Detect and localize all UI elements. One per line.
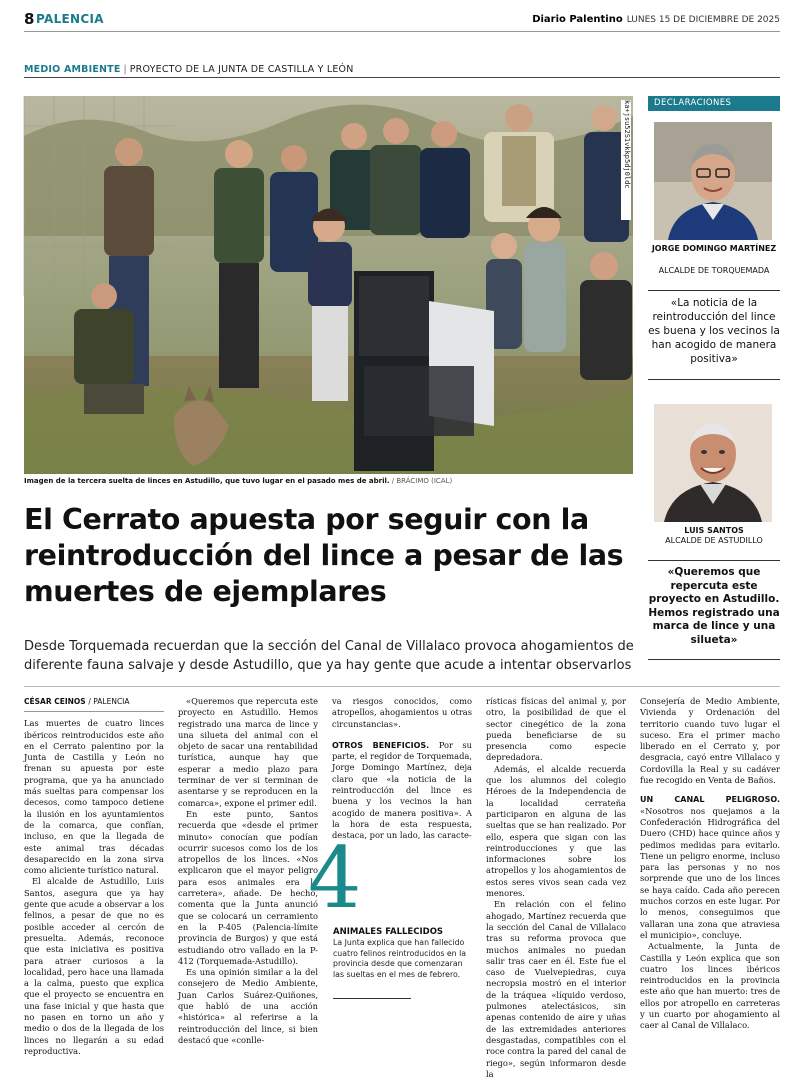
paragraph: En relación con el felino ahogado, Martínez recuerda que la sección del Canal de Villalaco tras su reforma provoca que muchos animales no puedan salir tras caer en él. Este fue el caso de Vuelvepiedras, cuya necropsia mostró en el interior de la tráquea «líquido verdoso, pulmones atelectásicos, sin apenas contenido de aire y uñas de las extremidades anteriores desgastadas, compatibles con el roce contra la pared del canal de riego», según informaron desde la: [486, 899, 626, 1079]
paragraph: Actualmente, la Junta de Castilla y León explica que son cuatro los linces ibéricos reintroducidos en la provincia este año que han muerto: tres de ellos por atropello en carreteras y un cuarto por ahogamiento al caer al Canal de Villalaco.: [640, 941, 780, 1031]
paragraph: Las muertes de cuatro linces ibéricos reintroducidos este año en el Cerrato palentino por la Junta de Castilla y León no frenan su apuesta por este programa, que ya ha anunciado más sueltas para compensar los decesos, como tampoco detiene la ilusión en los ayuntamientos de la comarca, que confían, incluso, en que la llegada de este animal tras décadas desaparecido en la zona sirva como aliciente turístico natural.: [24, 718, 164, 876]
paragraph: Es una opinión similar a la del consejero de Medio Ambiente, Juan Carlos Suárez-Quiñones, que habló de una acción «histórica» al referirse a la reintroducción del lince, si bien destacó que «conlle-: [178, 967, 318, 1045]
column-4: [486, 696, 626, 1080]
section-name: PALENCIA: [36, 12, 104, 26]
masthead-info: [532, 14, 780, 25]
portrait-jorge-domingo-image: [654, 122, 772, 240]
page-header: [24, 10, 780, 32]
paragraph: va riesgos conocidos, como atropellos, ahogamientos u otras circunstancias».: [332, 696, 472, 729]
photo-vertical-code: ka+jsu52S1vkkp5dj0ldc: [621, 100, 631, 220]
paragraph-kicker: [332, 740, 472, 842]
paragraph-text: «Nosotros nos quejamos a la Confederación Hidrográfica del Duero (CHD) hace quince años y pedimos medidas para evitarlo. Tiene un peligro enorme, incluso para las personas y no nos sorprende que uno de los linces se haya caído. Cada año perecen muchos corzos en este lugar. Por lo menos, conseguimos que vallaran una zona que atraviesa el municipio», concluye.: [640, 805, 780, 940]
paragraph-text: Por su parte, el regidor de Torquemada, Jorge Domingo Martínez, deja claro que «la noticia de la reintroducción del lince es buena y los vecinos la han acogido de manera positiva». A la hora de esta respuesta, destaca, por un lado, las caracte-: [332, 739, 472, 841]
headline: El Cerrato apuesta por seguir con la reintroducción del lince a pesar de las muertes de ejemplares: [24, 503, 624, 608]
paragraph: «Queremos que repercuta este proyecto en Astudillo. Hemos registrado una marca de lince y una silueta del animal con el objeto de sacar una rentabilidad turística, aunque hay que esperar a medio plazo para terminar de ver si terminan de asentarse y se reproducen en la comarca», expone el primer edil.: [178, 696, 318, 808]
subheadline: Desde Torquemada recuerdan que la sección del Canal de Villalaco provoca ahogamientos de diferente fauna salvaje y desde Astudillo, que ya hay gente que acude a intentar observarlos: [24, 639, 634, 673]
photo-caption: [24, 477, 633, 485]
paper-name: Diario Palentino: [532, 14, 623, 25]
kicker-canal-peligroso: UN CANAL PELIGROSO.: [640, 795, 780, 805]
kicker-otros-beneficios: OTROS BENEFICIOS.: [332, 740, 430, 750]
author-name: CÉSAR CEINOS: [24, 697, 86, 706]
issue-date: LUNES 15 DE DICIEMBRE DE 2025: [626, 15, 780, 25]
infobox-rule: [333, 998, 411, 999]
infobox-text: La Junta explica que han fallecido cuatro felinos reintroducidos en la provincia desde que comenzaran las sueltas en el mes de febrero.: [333, 938, 467, 979]
paragraph: El alcalde de Astudillo, Luis Santos, asegura que ya hay gente que acude a observar a los felinos, a pesar de que no es posible acceder al cercón de presuelta. Además, reconoce que esta iniciativa es positiva para atraer curiosos a la localidad, pero hace una llamada a la calma, puesto que explica que el proyecto se encuentra en una fase inicial y que hasta que no pasen en torno un año y medio o dos de la llegada de los linces no llegarán a su edad reproductiva.: [24, 876, 164, 1056]
person1-quote: «La noticia de la reintroducción del lince es buena y los vecinos la han acogido de manera positiva»: [648, 297, 780, 365]
person1-name: JORGE DOMINGO MARTÍNEZ: [651, 244, 777, 253]
portrait-luis-santos: [654, 404, 772, 522]
infobox-title: ANIMALES FALLECIDOS: [333, 927, 444, 937]
quote1-bottom-rule: [648, 379, 780, 380]
quote2-top-rule: [648, 560, 780, 561]
paragraph: Además, el alcalde recuerda que los alumnos del colegio Héroes de la Independencia de la localidad cerrateña participaron en alguna de las sueltas que se han realizado. Por ello, espera que sigan con las reintroducciones y que las informaciones sobre los atropellos y los ahogamientos de estos seres vivos sean cada vez menores.: [486, 763, 626, 899]
body-top-rule: [24, 686, 780, 687]
paragraph: Consejería de Medio Ambiente, Vivienda y Ordenación del territorio cuando tuvo lugar el suceso. Era el primer macho liberado en el Cerrato y, por desgracia, cayó entre Villalaco y Cordovilla la Real y su cadáver fue recogido en Venta de Baños.: [640, 696, 780, 786]
portrait-luis-santos-image: [654, 404, 772, 522]
column-5: [640, 696, 780, 1032]
paragraph: rísticas físicas del animal y, por otro, la posibilidad de que el sector cinegético de la zona pueda beneficiarse de su presencia como especie depredadora.: [486, 696, 626, 763]
declarations-sidebar: [648, 96, 780, 661]
rubric-tag: MEDIO AMBIENTE: [24, 64, 121, 75]
person2-role: ALCALDE DE ASTUDILLO: [665, 536, 763, 545]
portrait-jorge-domingo: [654, 122, 772, 240]
page-number: 8: [24, 10, 35, 28]
sidebar-title-text: DECLARACIONES: [654, 98, 732, 108]
byline: [24, 696, 164, 712]
person2-quote: «Queremos que repercuta este proyecto en Astudillo. Hemos registrado una marca de lince y una silueta»: [648, 566, 780, 646]
column-3: [332, 696, 472, 842]
byline-place: / PALENCIA: [88, 697, 130, 706]
paragraph: En este punto, Santos recuerda que «desde el primer minuto» conocían que podían ocurrir sucesos como los de los atropellos de los linces. «Nos explicaron que el mayor peligro para esos animales era la carretera», añade. De hecho, comenta que la Junta anunció que se colocará un cerramiento en la P-405 (Palencia-límite provincia de Burgos) y que está estudiando otro vallado en la P-412 (Torquemada-Astudillo).: [178, 808, 318, 966]
rubric-description: PROYECTO DE LA JUNTA DE CASTILLA Y LEÓN: [129, 64, 354, 75]
paragraph-kicker: [640, 794, 780, 941]
photo-credit: / BRÁCIMO (ICAL): [391, 477, 453, 485]
lead-photo: [24, 96, 633, 474]
infobox-number: 4: [308, 829, 362, 927]
photo-illustration: [24, 96, 633, 474]
sidebar-title: [648, 96, 780, 111]
quote2-bottom-rule: [648, 659, 780, 660]
column-2: [178, 696, 318, 1046]
caption-text: Imagen de la tercera suelta de linces en Astudillo, que tuvo lugar en el pasado mes de abril.: [24, 477, 390, 485]
rubric-separator: |: [123, 64, 127, 75]
quote1-top-rule: [648, 290, 780, 291]
person2-name: LUIS SANTOS: [684, 526, 744, 535]
person1-role: ALCALDE DE TORQUEMADA: [658, 266, 770, 275]
column-1: [24, 696, 164, 1057]
article-rubric: [24, 64, 780, 78]
